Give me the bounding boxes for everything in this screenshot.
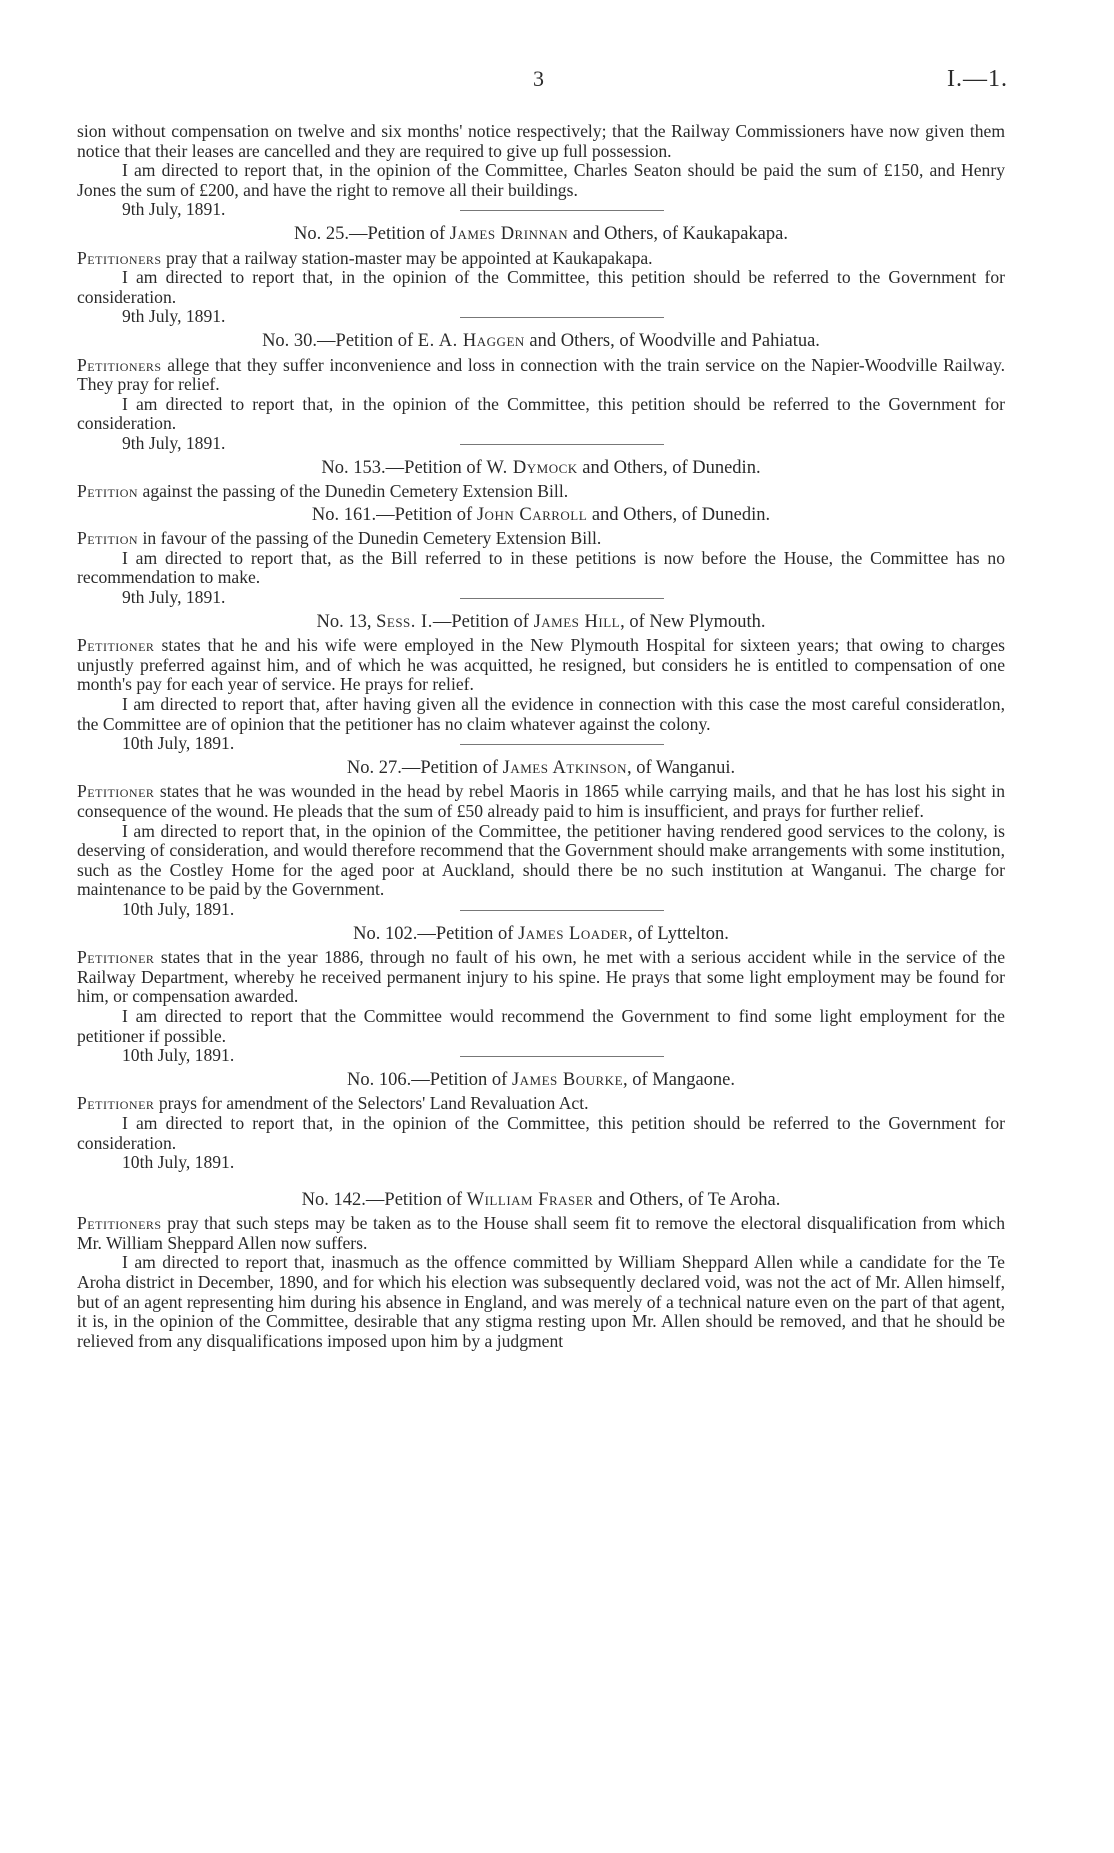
report-paragraph: I am directed to report that, in the opinion of the Committee, this petition should be referred to the Government for consideration. bbox=[77, 267, 1005, 307]
section-divider bbox=[460, 598, 664, 599]
date: 9th July, 1891. bbox=[122, 306, 226, 327]
petition-heading: No. 106.—Petition of James Bourke, of Mangaone. bbox=[346, 1069, 736, 1090]
petition-heading: No. 27.—Petition of James Atkinson, of Wanganui. bbox=[346, 757, 736, 778]
date: 9th July, 1891. bbox=[122, 199, 226, 220]
petition-102 bbox=[77, 925, 1005, 1067]
report-paragraph: I am directed to report that, in the opinion of the Committee, Charles Seaton should be paid the sum of £150, and Henry Jones the sum of £200, and have the right to remove all their buildings. bbox=[77, 160, 1005, 200]
report-paragraph: I am directed to report that, after having given all the evidence in connection with this case the most careful consideratlon, the Committee are of opinion that the petitioner has no claim whatever against the colony. bbox=[77, 694, 1005, 734]
petition-13 bbox=[77, 613, 1005, 755]
petition-25 bbox=[77, 225, 1005, 328]
petition-heading: No. 102.—Petition of James Loader, of Lyttelton. bbox=[353, 923, 729, 944]
petition-heading: No. 161.—Petition of John Carroll and Others, of Dunedin. bbox=[311, 504, 771, 525]
petition-text: Petitioners pray that such steps may be taken as to the House shall seem fit to remove the electoral disqualification from which Mr. William Sheppard Allen now suffers. bbox=[77, 1213, 1005, 1253]
petition-153 bbox=[77, 459, 1005, 502]
petition-text: Petitioner states that in the year 1886, through no fault of his own, he met with a serious accident while in the service of the Railway Department, whereby he received permanent injury to his spine. He prays that some light employment may be found for him, or compensation awarded. bbox=[77, 947, 1005, 1007]
date: 10th July, 1891. bbox=[122, 1152, 235, 1173]
section-divider bbox=[460, 910, 664, 911]
petition-text: Petitioner states that he and his wife were employed in the New Plymouth Hospital for sixteen years; that owing to charges unjustly preferred against him, and of which he was acquitted, he resigned, but considers he is entitled to compensation of one month's pay for each year of service. He prays for relief. bbox=[77, 635, 1005, 695]
page-header bbox=[0, 66, 1114, 96]
report-paragraph: I am directed to report that, in the opinion of the Committee, this petition should be referred to the Government for consideration. bbox=[77, 393, 1005, 434]
date: 10th July, 1891. bbox=[122, 733, 235, 754]
section-divider bbox=[460, 317, 664, 318]
document-reference: I.—1. bbox=[947, 66, 1008, 92]
section-divider bbox=[460, 1056, 664, 1057]
petition-heading: No. 30.—Petition of E. A. Haggen and Others, of Woodville and Pahiatua. bbox=[262, 330, 820, 351]
document-body bbox=[77, 122, 1005, 1351]
paragraph: sion without compensation on twelve and six months' notice respectively; that the Railway Commissioners have now given them notice that their leases are cancelled and they are required to give up full possession. bbox=[77, 121, 1005, 161]
section-divider bbox=[460, 210, 664, 211]
petition-text: Petition in favour of the passing of the Dunedin Cemetery Extension Bill. bbox=[77, 528, 602, 549]
report-paragraph: I am directed to report that, inasmuch as the offence committed by William Sheppard Allen while a candidate for the Te Aroha district in December, 1890, and for which his election was subsequently declared void, was not the act of Mr. Allen himself, but of an agent representing him during his absence in England, and was merely of a technical nature even on the part of that agent, it is, in the opinion of the Committee, desirable that any stigma resting upon Mr. Allen should be removed, and that he should be relieved from any disqualifications imposed upon him by a judgment bbox=[77, 1252, 1005, 1351]
petition-heading: No. 153.—Petition of W. Dymock and Others, of Dunedin. bbox=[321, 457, 761, 478]
petition-text: Petition against the passing of the Dunedin Cemetery Extension Bill. bbox=[77, 481, 569, 502]
date: 10th July, 1891. bbox=[122, 898, 235, 919]
page-number: 3 bbox=[533, 66, 544, 91]
petition-heading: No. 142.—Petition of William Fraser and Others, of Te Aroha. bbox=[301, 1189, 781, 1210]
section-continuation bbox=[77, 122, 1005, 221]
date: 10th July, 1891. bbox=[122, 1045, 235, 1066]
report-paragraph: I am directed to report that the Committee would recommend the Government to find some light employment for the petitioner if possible. bbox=[77, 1005, 1005, 1046]
petition-text: Petitioners pray that a railway station-master may be appointed at Kaukapakapa. bbox=[77, 247, 653, 268]
petition-heading: No. 13, Sess. I.—Petition of James Hill, of New Plymouth. bbox=[316, 611, 766, 632]
petition-142 bbox=[77, 1191, 1005, 1352]
section-divider bbox=[460, 744, 664, 745]
date: 9th July, 1891. bbox=[122, 432, 226, 453]
report-paragraph: I am directed to report that, in the opinion of the Committee, the petitioner having rendered good services to the colony, is deserving of consideration, and would therefore recommend that the Government should make arrangements with some institution, such as the Costley Home for the aged poor at Auckland, should there be no such institution at Wanganui. The charge for maintenance to be paid by the Government. bbox=[77, 820, 1005, 900]
petition-30 bbox=[77, 332, 1005, 455]
petition-heading: No. 25.—Petition of James Drinnan and Others, of Kaukapakapa. bbox=[294, 223, 788, 244]
petition-text: Petitioner prays for amendment of the Selectors' Land Revaluation Act. bbox=[77, 1093, 589, 1114]
petition-27 bbox=[77, 759, 1005, 921]
report-paragraph: I am directed to report that, in the opinion of the Committee, this petition should be referred to the Government for consideration. bbox=[77, 1112, 1005, 1153]
petition-161 bbox=[77, 506, 1005, 609]
date: 9th July, 1891. bbox=[122, 587, 226, 608]
report-paragraph: I am directed to report that, as the Bill referred to in these petitions is now before the House, the Committee has no recommendation to make. bbox=[77, 547, 1005, 588]
petition-text: Petitioner states that he was wounded in the head by rebel Maoris in 1865 while carrying mails, and that he has lost his sight in consequence of the wound. He pleads that the sum of £50 already paid to him is insufficient, and prays for further relief. bbox=[77, 781, 1005, 821]
petition-text: Petitioners allege that they suffer inconvenience and loss in connection with the train service on the Napier-Woodville Railway. They pray for relief. bbox=[77, 354, 1005, 395]
section-divider bbox=[460, 444, 664, 445]
petition-106 bbox=[77, 1071, 1005, 1173]
